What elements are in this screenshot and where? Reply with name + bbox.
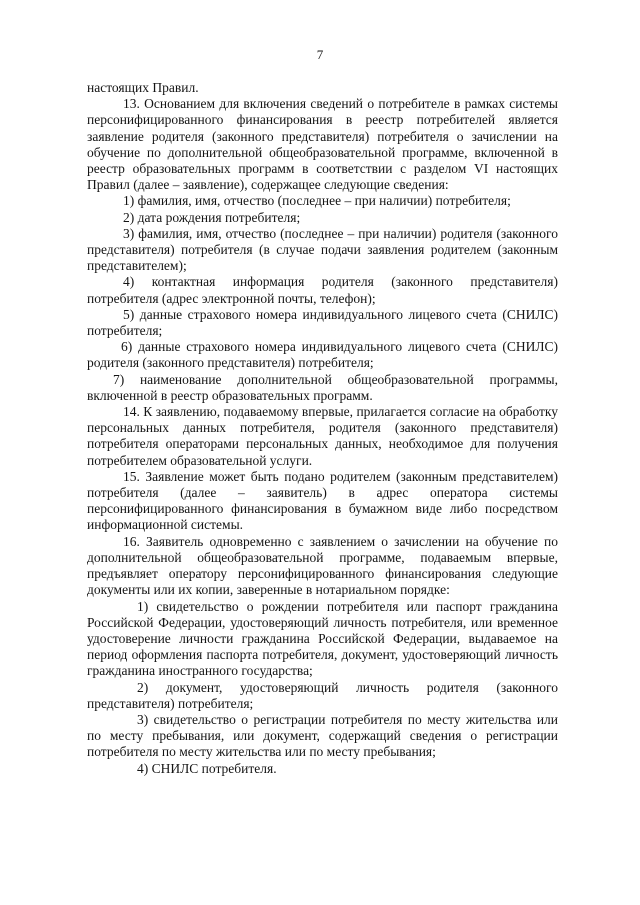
document-body	[87, 80, 558, 777]
paragraph: 13. Основанием для включения сведений о потребителе в рамках системы персонифицированного финансирования в реестр потребителей является заявление родителя (законного представителя) потребителя о зачислении на обучение по дополнительной общеобразовательной программе, включенной в реестр образовательных программ в соответствии с разделом VI настоящих Правил (далее – заявление), содержащее следующие сведения:	[87, 96, 558, 193]
paragraph: 4) контактная информация родителя (законного представителя) потребителя (адрес электронной почты, телефон);	[87, 274, 558, 306]
page-number: 7	[316, 47, 324, 62]
paragraph: 16. Заявитель одновременно с заявлением о зачислении на обучение по дополнительной общеобразовательной программе, подаваемым впервые, предъявляет оператору персонифицированного финансирования следующие документы или их копии, заверенные в нотариальном порядке:	[87, 533, 558, 598]
paragraph: 5) данные страхового номера индивидуального лицевого счета (СНИЛС) потребителя;	[87, 306, 558, 339]
paragraph: 14. К заявлению, подаваемому впервые, прилагается согласие на обработку персональных данных потребителя, родителя (законного представителя) потребителя операторами персональных данных, необходимое для получения потребителем образовательной услуги.	[87, 404, 558, 468]
paragraph: 2) дата рождения потребителя;	[123, 209, 301, 225]
paragraph: 3) фамилия, имя, отчество (последнее – при наличии) родителя (законного представителя) потребителя (в случае подачи заявления родителем (законным представителем);	[87, 225, 558, 274]
paragraph: 6) данные страхового номера индивидуального лицевого счета (СНИЛС) родителя (законного представителя) потребителя;	[87, 339, 558, 371]
paragraph: 2) документ, удостоверяющий личность родителя (законного представителя) потребителя;	[87, 679, 558, 711]
paragraph: настоящих Правил.	[87, 80, 199, 95]
paragraph: 3) свидетельство о регистрации потребителя по месту жительства или по месту пребывания, или документ, содержащий сведения о регистрации потребителя по месту жительства или по месту пребывания;	[87, 711, 558, 760]
paragraph: 4) СНИЛС потребителя.	[137, 760, 277, 776]
paragraph: 15. Заявление может быть подано родителем (законным представителем) потребителя (далее – заявитель) в адрес оператора системы персонифицированного финансирования в бумажном виде либо посредством информационной системы.	[87, 468, 558, 533]
paragraph: 7) наименование дополнительной общеобразовательной программы, включенной в реестр образовательных программ.	[87, 371, 558, 403]
paragraph: 1) фамилия, имя, отчество (последнее – при наличии) потребителя;	[123, 193, 511, 209]
paragraph: 1) свидетельство о рождении потребителя или паспорт гражданина Российской Федерации, удостоверяющий личность потребителя, или временное удостоверение личности гражданина Российской Федерации, выдаваемое на период оформления паспорта потребителя, документ, удостоверяющий личность гражданина иностранного государства;	[87, 598, 558, 679]
